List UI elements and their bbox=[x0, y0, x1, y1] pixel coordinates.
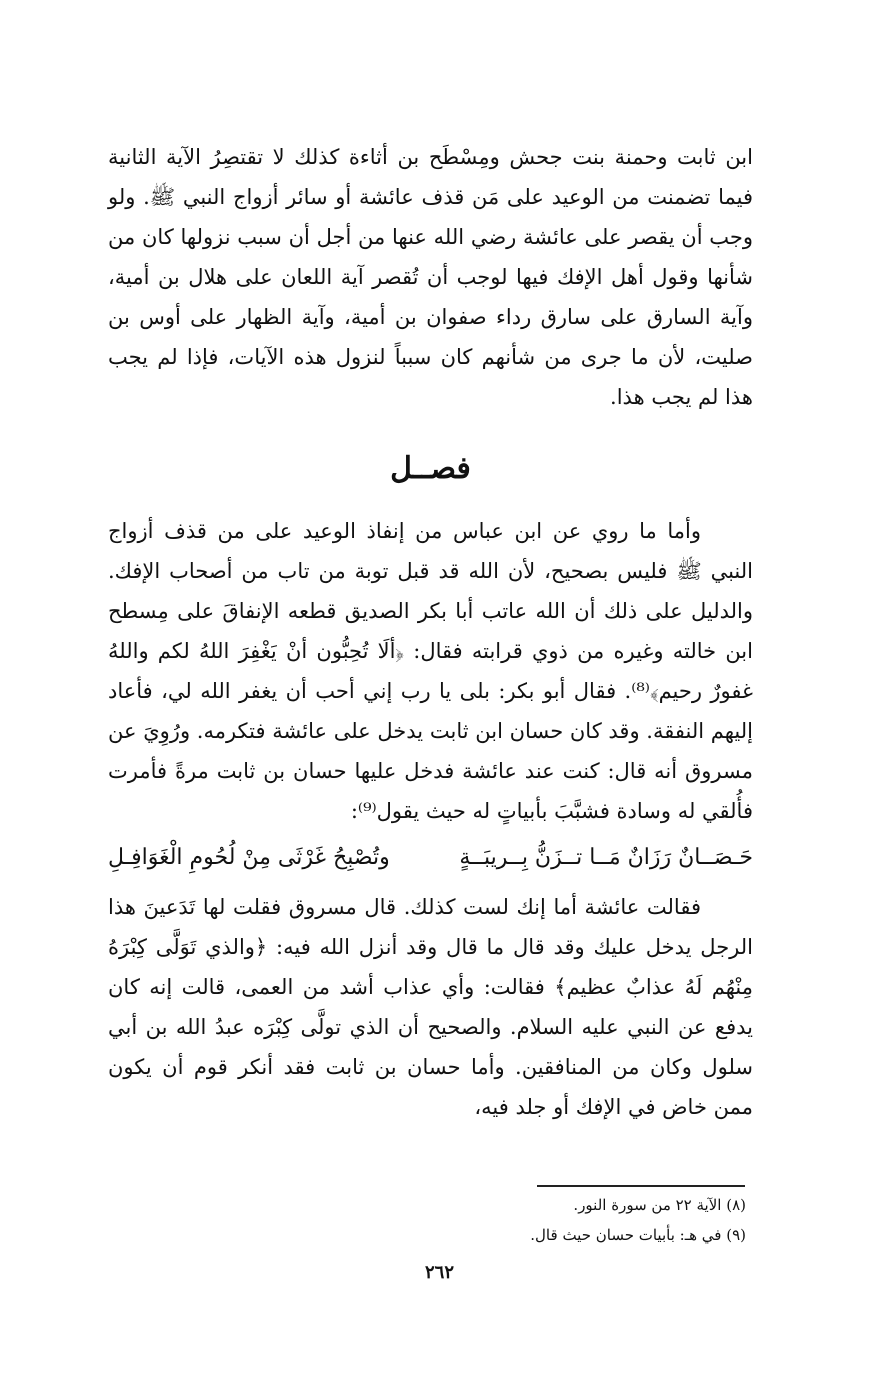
footnotes bbox=[226, 1190, 746, 1250]
paragraph-1: ابن ثابت وحمنة بنت جحش ومِسْطَح بن أثاءة كذلك لا تقتصِرُ الآية الثانية فيما تضمنت من الوعيد على مَن قذف عائشة أو سائر أزواج النبي ﷺ. ولو وجب أن يقصر على عائشة رضي الله عنها من أجل أن سبب نزولها كان من شأنها وقول أهل الإفك فيها لوجب أن تُقصر آية اللعان على هلال بن أمية، وآية السارق على سارق رداء صفوان بن أمية، وآية الظهار على أوس بن صليت، لأن ما جرى من شأنهم كان سبباً لنزول هذه الآيات، فإذا لم يجب هذا لم يجب هذا. bbox=[108, 145, 753, 409]
footnote-9: (٩) في هـ: بأبيات حسان حيث قال. bbox=[530, 1226, 746, 1244]
section-heading bbox=[108, 449, 753, 489]
paragraph-3: فقالت عائشة أما إنك لست كذلك. قال مسروق فقلت لها تَدَعينَ هذا الرجل يدخل عليك وقد قال ما قال وقد أنزل الله فيه: ﴿والذي تَوَلَّى كِبْرَهُ مِنْهُم لَهُ عذابٌ عظيم﴾ فقالت: وأي عذاب أشد من العمى، قالت إنه كان يدفع عن النبي عليه السلام. والصحيح أن الذي تولَّى كِبْرَه عبدُ الله بن أبي سلول وكان من المنافقين. وأما حسان بن ثابت فقد أنكر قوم أن يكون ممن خاض في الإفك أو جلد فيه، bbox=[108, 895, 753, 1119]
footnote-8: (٨) الآية ٢٢ من سورة النور. bbox=[573, 1196, 746, 1214]
poem-verse bbox=[108, 839, 753, 877]
footnote-rule bbox=[537, 1185, 745, 1187]
section-heading-text: فصــل bbox=[390, 451, 471, 486]
page-number: ٢٦٢ bbox=[424, 1262, 454, 1283]
paragraph-2: وأما ما روي عن ابن عباس من إنفاذ الوعيد على من قذف أزواج النبي ﷺ فليس بصحيح، لأن الله قد قبل توبة من تاب من أصحاب الإفك. والدليل على ذلك أن الله عاتب أبا بكر الصديق قطعه الإنفاقَ على مِسطح ابن خالته وغيره من ذوي قرابته فقال: ﴿ألَا تُحِبُّون أنْ يَغْفِرَ اللهُ لكم واللهُ غفورٌ رحيم﴾⁽⁸⁾. فقال أبو بكر: بلى يا رب إني أحب أن يغفر الله لي، فأعاد إليهم النفقة. وقد كان حسان ابن ثابت يدخل على عائشة فتكرمه. ورُوِيَ عن مسروق أنه قال: كنت عند عائشة فدخل عليها حسان بن ثابت مرةً فأمرت فأُلقي له وسادة فشبَّبَ بأبياتٍ له حيث يقول⁽⁹⁾: bbox=[108, 519, 754, 823]
poem-hemistich-2: وتُصْبِحُ غَرْثَى مِنْ لُحُومِ الْغَوَافِـلِ bbox=[108, 845, 390, 870]
page-body bbox=[108, 137, 753, 1127]
poem-hemistich-1: حَـصَــانٌ رَزَانٌ مَــا تــزَنُّ بِــريبَــةٍ bbox=[459, 845, 753, 870]
